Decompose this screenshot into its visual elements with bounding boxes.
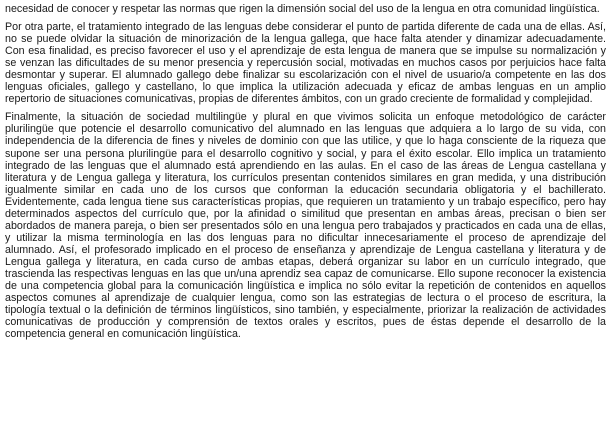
paragraph-plurilingual-approach: Finalmente, la situación de sociedad multilingüe y plural en que vivimos solicita un enfoque metodológico de carácter plurilingüe que potencie el desarrollo comunicativo del alumnado en las lenguas que adquiera a lo largo de su vida, con independencia de la diferencia de fines y niveles de dominio con que las utilice, y que lo haga consciente de la riqueza que supone ser una persona plurilingüe para el desarrollo cognitivo y social, y para el éxito escolar. Ello implica un tratamiento integrado de las lenguas que el alumnado está aprendiendo en las aulas. En el caso de las áreas de Lengua castellana y literatura y de Lengua gallega y literatura, los currículos presentan contenidos similares en gran medida, y una distribución igualmente similar en cada uno de los cursos que conforman la educación secundaria obligatoria y el bachillerato. Evidentemente, cada lengua tiene sus características propias, que requieren un tratamiento y un trabajo específico, pero hay determinados aspectos del currículo que, por la afinidad o similitud que presentan en ambas áreas, precisan o bien ser abordados de manera pareja, o bien ser presentados sólo en una lengua pero trabajados y practicados en cada una de ellas, y utilizar la misma terminología en las dos lenguas para no dificultar innecesariamente el proceso de aprendizaje del alumnado. Así, el profesorado implicado en el proceso de enseñanza y aprendizaje de Lengua castellana y literatura y de Lengua gallega y literatura, en cada curso de ambas etapas, deberá organizar su labor en un currículo integrado, que trascienda las respectivas lenguas en las que un/una aprendiz sea capaz de comunicarse. Ello supone reconocer la existencia de una competencia global para la comunicación lingüística e implica no sólo evitar la repetición de contenidos en aquellos aspectos comunes al aprendizaje de cualquier lengua, como son las estrategias de lectura o el proceso de escritura, la tipología textual o la definición de términos lingüísticos, sino también, y especialmente, priorizar la realización de actividades comunicativas de producción y comprensión de textos orales y escritos, pues de éstas depende el desarrollo de la competencia general en comunicación lingüística. bbox=[5, 111, 606, 341]
paragraph-galician-language: Por otra parte, el tratamiento integrado de las lenguas debe considerar el punto de partida diferente de cada una de ellas. Así, no se puede olvidar la situación de minorización de la lengua gallega, que hace falta atender y dinamizar adecuadamente. Con esa finalidad, es preciso favorecer el uso y el aprendizaje de esta lengua de manera que se impulse su normalización y se venzan las dificultades de su menor presencia y repercusión social, motivadas en muchos casos por perjuicios hace falta desmontar y superar. El alumnado gallego debe finalizar su escolarización con el nivel de usuario/a competente en las dos lenguas oficiales, gallego y castellano, lo que implica la utilización adecuada y eficaz de ambas lenguas en un amplio repertorio de situaciones comunicativas, propias de diferentes ámbitos, con un grado creciente de formalidad y complejidad. bbox=[5, 21, 606, 106]
paragraph-continuation: necesidad de conocer y respetar las normas que rigen la dimensión social del uso de la lengua en otra comunidad lingüística. bbox=[5, 3, 600, 15]
document-page bbox=[5, 3, 606, 340]
